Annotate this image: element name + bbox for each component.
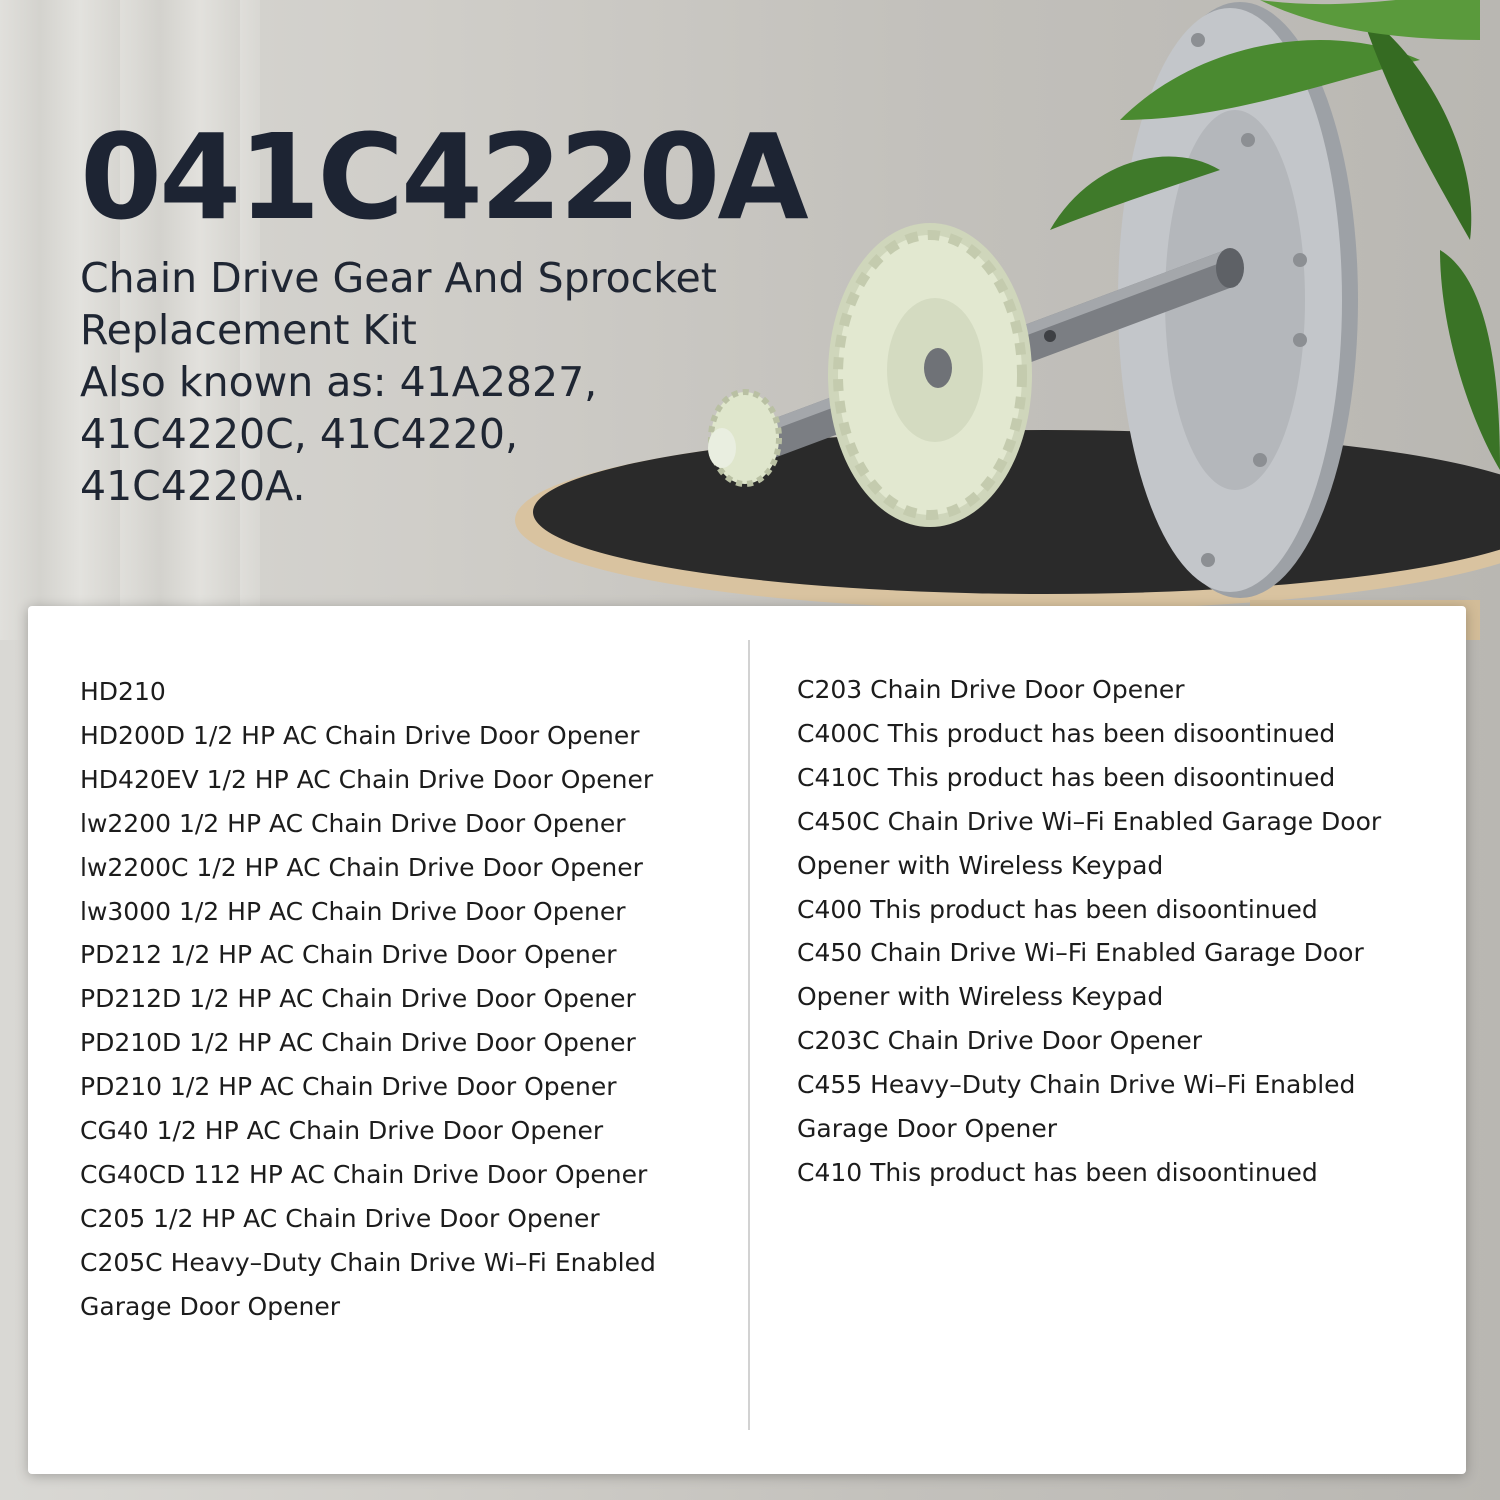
model-item: CG40CD 112 HP AC Chain Drive Door Opener <box>80 1159 648 1189</box>
model-item: CG40 1/2 HP AC Chain Drive Door Opener <box>80 1116 604 1146</box>
model-item: C203 Chain Drive Door Opener <box>797 675 1185 704</box>
model-item: lw2200C 1/2 HP AC Chain Drive Door Opener <box>80 852 643 882</box>
model-item: PD210D 1/2 HP AC Chain Drive Door Opener <box>80 1028 636 1058</box>
model-item: PD212D 1/2 HP AC Chain Drive Door Opener <box>80 984 636 1014</box>
column-divider <box>748 640 750 1430</box>
model-item: HD200D 1/2 HP AC Chain Drive Door Opener <box>80 720 640 750</box>
product-title: 041C4220A <box>80 108 806 246</box>
model-item: C455 Heavy–Duty Chain Drive Wi–Fi Enabled <box>797 1070 1356 1100</box>
subtitle-line: Replacement Kit <box>80 306 417 354</box>
model-item: C410C This product has been disoontinued <box>797 762 1336 792</box>
model-item: PD210 1/2 HP AC Chain Drive Door Opener <box>80 1072 617 1102</box>
large-gear <box>828 223 1032 527</box>
model-item: C203C Chain Drive Door Opener <box>797 1026 1203 1056</box>
model-item: C410 This product has been disoontinued <box>797 1157 1318 1187</box>
product-subtitle <box>80 252 800 512</box>
subtitle-line: Chain Drive Gear And Sprocket <box>80 254 717 302</box>
subtitle-line: 41C4220A. <box>80 462 306 510</box>
model-item: Opener with Wireless Keypad <box>797 850 1164 880</box>
model-item: PD212 1/2 HP AC Chain Drive Door Opener <box>80 940 617 970</box>
model-item: C205 1/2 HP AC Chain Drive Door Opener <box>80 1203 600 1233</box>
model-item: C205C Heavy–Duty Chain Drive Wi–Fi Enabled <box>80 1247 656 1277</box>
model-item: HD420EV 1/2 HP AC Chain Drive Door Opener <box>80 764 654 794</box>
model-item: HD210 <box>80 677 166 706</box>
model-item: C400 This product has been disoontinued <box>797 894 1318 924</box>
model-item: lw2200 1/2 HP AC Chain Drive Door Opener <box>80 808 626 838</box>
model-item: Garage Door Opener <box>797 1114 1057 1144</box>
model-item: C400C This product has been disoontinued <box>797 718 1336 748</box>
subtitle-line: Also known as: 41A2827, <box>80 358 598 406</box>
compatible-models-left <box>80 670 720 1329</box>
model-item: C450C Chain Drive Wi–Fi Enabled Garage Door <box>797 806 1382 836</box>
hero-banner <box>0 0 1500 640</box>
model-item: Garage Door Opener <box>80 1291 340 1321</box>
compatible-models-right <box>797 668 1442 1195</box>
subtitle-line: 41C4220C, 41C4220, <box>80 410 519 458</box>
model-item: Opener with Wireless Keypad <box>797 982 1164 1012</box>
compatibility-card <box>28 606 1466 1474</box>
model-item: C450 Chain Drive Wi–Fi Enabled Garage Door <box>797 938 1364 968</box>
model-item: lw3000 1/2 HP AC Chain Drive Door Opener <box>80 896 626 926</box>
